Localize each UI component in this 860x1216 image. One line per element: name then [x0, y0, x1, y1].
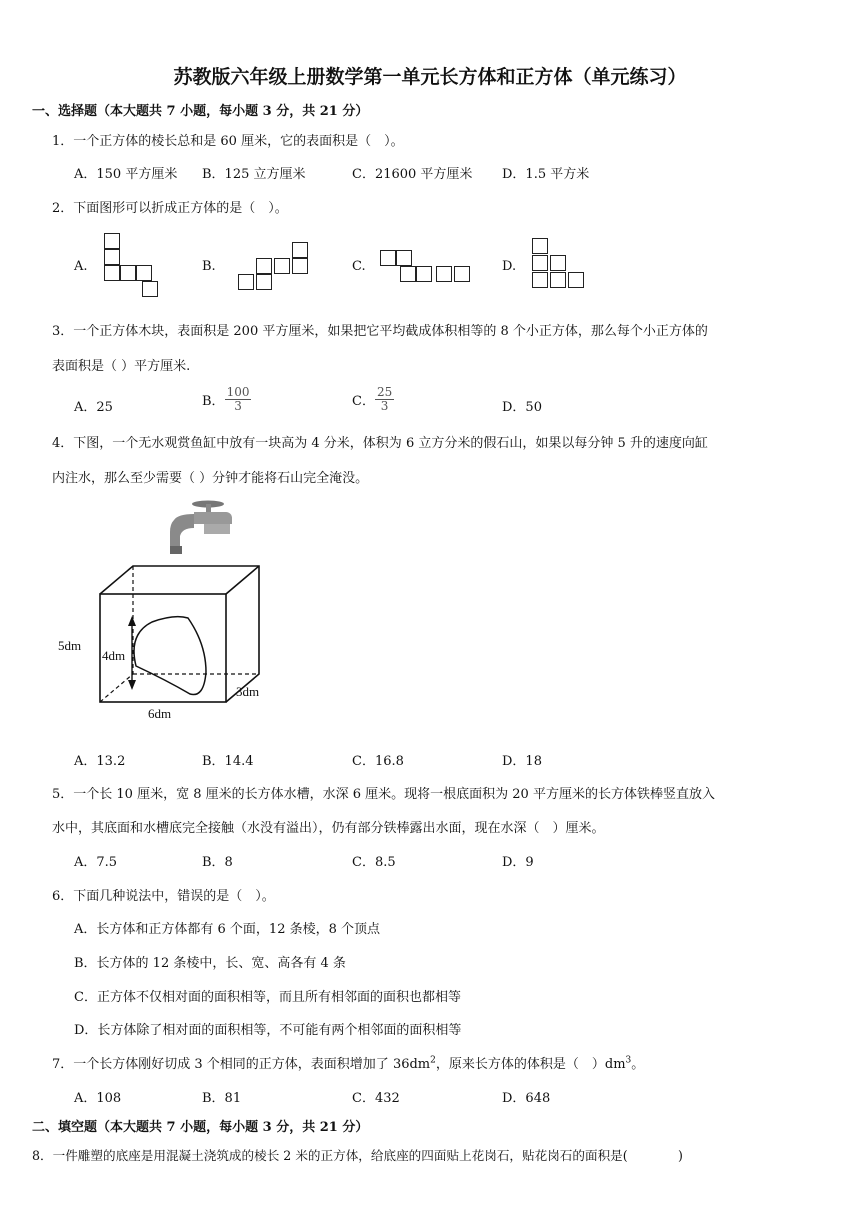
fraction-25-over-3: $\frac{25}{3}$ — [376, 385, 393, 413]
q6-option-b: B．长方体的 12 条棱中，长、宽、高各有 4 条 — [74, 956, 346, 971]
question-2: 2．下面图形可以折成正方体的是（ ）。 — [52, 201, 288, 216]
label-rock-height: 4dm — [102, 648, 126, 663]
q3-option-d: D．50 — [502, 400, 542, 415]
q4-option-b: B．14.4 — [202, 754, 254, 769]
q7-option-a: A．108 — [74, 1091, 122, 1106]
section-heading-choice: 一、选择题（本大题共 7 小题，每小题 3 分，共 21 分） — [32, 104, 369, 119]
q3-option-a: A．25 — [74, 400, 113, 415]
q5-option-c: C．8.5 — [352, 855, 396, 870]
q5-option-b: B．8 — [202, 855, 233, 870]
q1-option-b: B．125 立方厘米 — [202, 167, 306, 182]
q1-option-a: A．150 平方厘米 — [74, 167, 178, 182]
label-width: 6dm — [148, 706, 172, 721]
faucet-icon — [170, 501, 232, 555]
q4-option-a: A．13.2 — [74, 754, 126, 769]
q1-option-d: D．1.5 平方米 — [502, 167, 590, 182]
question-4-line-2: 内注水，那么至少需要（ ）分钟才能将石山完全淹没。 — [52, 471, 369, 486]
question-3-line-1: 3．一个正方体木块，表面积是 200 平方厘米，如果把它平均截成体积相等的 8 个小正方体，那么每个小正方体的 — [52, 324, 708, 339]
q1-option-c: C．21600 平方厘米 — [352, 167, 473, 182]
question-7: 7．一个长方体刚好切成 3 个相同的正方体，表面积增加了 $36dm^2$，原来长方体的体积是（ ）$dm^3$。 — [52, 1055, 645, 1072]
q7-option-d: D．648 — [502, 1091, 551, 1106]
question-4-line-1: 4．下图，一个无水观赏鱼缸中放有一块高为 4 分米，体积为 6 立方分米的假石山，如果以每分钟 5 升的速度向缸 — [52, 436, 708, 451]
q2-option-a: A. — [74, 259, 88, 274]
q4-option-d: D．18 — [502, 754, 542, 769]
q3-option-b — [202, 386, 251, 413]
section-heading-fill: 二、填空题（本大题共 7 小题，每小题 3 分，共 21 分） — [32, 1120, 369, 1135]
q3-option-c — [352, 386, 394, 413]
q7-option-b: B．81 — [202, 1091, 242, 1106]
page-title: 苏教版六年级上册数学第一单元长方体和正方体（单元练习） — [173, 66, 687, 88]
q3-option-b-label: B． — [202, 394, 225, 409]
q2-option-d: D. — [502, 259, 517, 274]
question-1: 1．一个正方体的棱长总和是 60 厘米，它的表面积是（ ）。 — [52, 134, 404, 149]
label-depth: 3dm — [236, 684, 260, 699]
q6-option-d: D．长方体除了相对面的面积相等，不可能有两个相邻面的面积相等 — [74, 1023, 462, 1038]
question-5-line-1: 5．一个长 10 厘米，宽 8 厘米的长方体水槽，水深 6 厘米。现将一根底面积为 20 平方厘米的长方体铁棒竖直放入 — [52, 787, 715, 802]
q6-option-a: A．长方体和正方体都有 6 个面，12 条棱，8 个顶点 — [74, 922, 381, 937]
question-8: 8．一件雕塑的底座是用混凝土浇筑成的棱长 2 米的正方体，给底座的四面贴上花岗石，贴花岗石的面积是( ) — [32, 1148, 683, 1163]
q5-option-d: D．9 — [502, 855, 534, 870]
fraction-100-over-3: $\frac{100}{3}$ — [226, 385, 250, 413]
question-6: 6．下面几种说法中，错误的是（ ）。 — [52, 889, 275, 904]
q7-option-c: C．432 — [352, 1091, 400, 1106]
rock-shape — [134, 617, 206, 695]
fish-tank-figure — [56, 494, 296, 726]
label-height: 5dm — [58, 638, 82, 653]
q5-option-a: A．7.5 — [74, 855, 118, 870]
q2-option-c: C. — [352, 259, 366, 274]
question-3-line-2: 表面积是（ ）平方厘米. — [52, 359, 191, 374]
question-5-line-2: 水中，其底面和水槽底完全接触（水没有溢出），仍有部分铁棒露出水面，现在水深（ ）厘米。 — [52, 821, 605, 836]
q3-option-c-label: C． — [352, 394, 375, 409]
q4-option-c: C．16.8 — [352, 754, 404, 769]
q2-option-b: B. — [202, 259, 216, 274]
q6-option-c: C．正方体不仅相对面的面积相等，而且所有相邻面的面积也都相等 — [74, 990, 461, 1005]
